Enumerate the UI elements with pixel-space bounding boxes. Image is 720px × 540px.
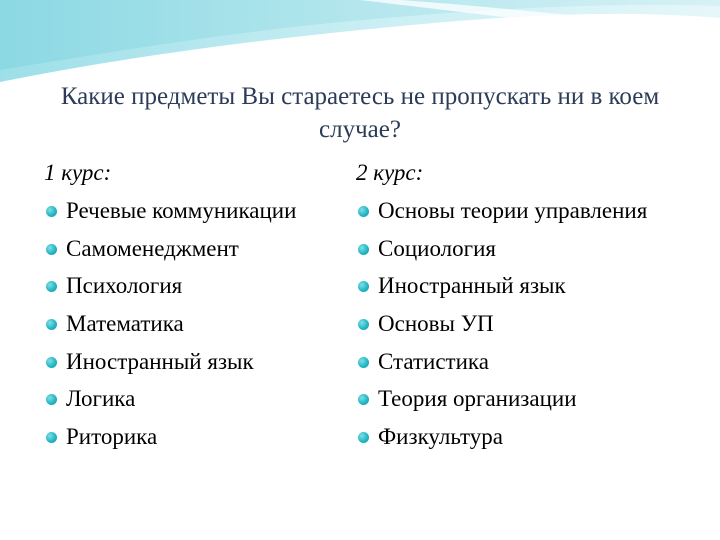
list-item-label: Теория организации [378, 386, 577, 412]
list-item-label: Самоменеджмент [66, 235, 239, 261]
list-item-label: Социология [378, 235, 496, 261]
list-item-label: Психология [66, 273, 183, 299]
column-course-2 [356, 158, 716, 460]
list-item-label: Иностранный язык [378, 273, 566, 299]
list-item-label: Логика [66, 386, 136, 412]
list-item-label: Основы теории управления [378, 198, 648, 223]
bullet-icon [358, 357, 369, 368]
list-item [356, 234, 716, 264]
bullet-icon [46, 357, 57, 368]
list-item [44, 384, 344, 414]
bullet-icon [46, 281, 57, 292]
list-item [356, 384, 716, 414]
list-item-label: Иностранный язык [66, 348, 254, 374]
bullet-icon [46, 206, 57, 217]
bullet-icon [358, 244, 369, 255]
bullet-icon [358, 319, 369, 330]
bullet-icon [358, 394, 369, 405]
list-item [44, 196, 344, 226]
bullet-icon [358, 281, 369, 292]
list-item-label: Физкультура [378, 424, 503, 450]
list-item [356, 196, 716, 226]
list-item-label: Статистика [378, 348, 489, 374]
list-item [356, 271, 716, 301]
bullet-icon [46, 394, 57, 405]
bullet-icon [358, 206, 369, 217]
list-item-label: Речевые коммуникации [66, 198, 297, 223]
subject-list [356, 196, 716, 452]
column-heading: 1 курс: [44, 160, 112, 185]
list-item [356, 347, 716, 377]
column-course-1 [44, 158, 344, 460]
list-item [356, 422, 716, 452]
slide-title: Какие предметы Вы стараетесь не пропускать ни в коем случае? [60, 83, 660, 143]
column-heading: 2 курс: [356, 160, 424, 185]
list-item [44, 347, 344, 377]
bullet-icon [46, 244, 57, 255]
bullet-icon [46, 432, 57, 443]
list-item [356, 309, 716, 339]
bullet-icon [46, 319, 57, 330]
decorative-wave-header [0, 0, 720, 90]
list-item [44, 422, 344, 452]
list-item [44, 234, 344, 264]
list-item [44, 309, 344, 339]
list-item-label: Риторика [66, 424, 158, 450]
list-item [44, 271, 344, 301]
bullet-icon [358, 432, 369, 443]
list-item-label: Математика [66, 311, 184, 337]
subject-list [44, 196, 344, 452]
list-item-label: Основы УП [378, 311, 494, 337]
